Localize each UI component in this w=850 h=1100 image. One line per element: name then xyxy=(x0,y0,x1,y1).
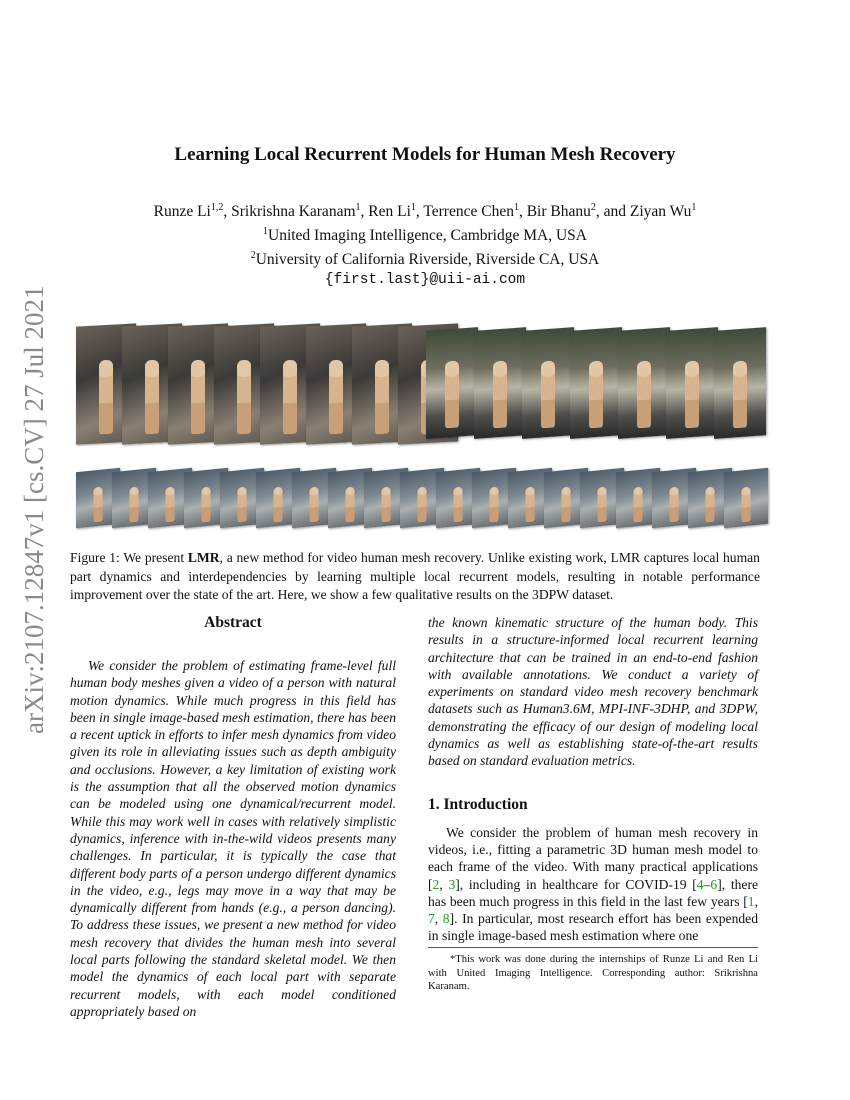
mesh-figure xyxy=(237,360,251,434)
figure-frame xyxy=(426,327,478,439)
footnote-text: *This work was done during the internships of Runze Li and Ren Li with United Imaging Intelligence. Corresponding author: Srikrishna Karanam. xyxy=(428,954,758,992)
mesh-figure xyxy=(310,486,319,522)
mesh-figure xyxy=(346,486,355,522)
affiliation-2: $^2$University of California Riverside, Riverside CA, USA xyxy=(250,250,600,269)
author-affiliation-mark: 2 xyxy=(590,202,596,213)
mesh-figure xyxy=(145,360,159,434)
mesh-figure xyxy=(637,361,651,429)
mesh-figure xyxy=(238,486,247,522)
citation-link[interactable]: 6 xyxy=(710,876,718,892)
left-column xyxy=(70,614,396,1020)
mesh-figure xyxy=(598,486,607,522)
citation-link[interactable]: 1 xyxy=(747,893,755,909)
footnote xyxy=(428,947,758,994)
right-column xyxy=(428,614,758,945)
author-affiliation-mark: 1 xyxy=(410,202,416,213)
figure-strip-bottom xyxy=(76,470,760,526)
mesh-figure xyxy=(375,360,389,434)
citation-link[interactable]: 3 xyxy=(448,876,456,892)
author-name: Bir Bhanu xyxy=(526,203,591,221)
citation-link[interactable]: 2 xyxy=(432,876,440,892)
mesh-figure xyxy=(742,486,751,522)
mesh-figure xyxy=(562,486,571,522)
author-name: Ziyan Wu xyxy=(629,203,692,221)
arxiv-stamp xyxy=(14,280,54,740)
paper-title: Learning Local Recurrent Models for Human Mesh Recovery xyxy=(174,144,676,165)
mesh-figure xyxy=(274,486,283,522)
author-block xyxy=(60,198,790,290)
mesh-figure xyxy=(634,486,643,522)
abstract-text-continued: the known kinematic structure of the human body. This results in a structure-informed local recurrent learning architecture that can be trained in an end-to-end fashion with available annotations. We conduct a variety of experiments on standard video mesh recovery benchmark datasets such as Human3.6M, MPI-INF-3DHP, and 3DPW, demonstrating the efficacy of our design of modeling local dynamics as well as establishing state-of-the-art results based on standard evaluation metrics. xyxy=(428,615,758,769)
mesh-figure xyxy=(283,360,297,434)
mesh-figure xyxy=(418,486,427,522)
author-email: {first.last}@uii-ai.com xyxy=(324,272,526,289)
citation-link[interactable]: 8 xyxy=(442,911,450,927)
mesh-figure xyxy=(685,361,699,429)
author-list: Runze Li$^{1,2}$, Srikrishna Karanam$^1$, Ren Li$^1$, Terrence Chen$^1$, Bir Bhanu$^2$, and Ziyan Wu$^1$ xyxy=(153,202,697,221)
author-name: Srikrishna Karanam xyxy=(231,203,356,221)
introduction-paragraph: We consider the problem of human mesh recovery in videos, i.e., fitting a parametric 3D human mesh model to each frame of the video. With many practical applications [2, 3], including in healthcare for COVID-19 [4–6], there has been much progress in this field in the last few years [1, 7, 8]. In particular, most research effort has been expended in single image-based mesh estimation where one xyxy=(428,824,759,944)
mesh-figure xyxy=(191,360,205,434)
figure-caption: Figure 1: We present LMR, a new method for video human mesh recovery. Unlike existing work, LMR captures local human part dynamics and interdependencies by learning multiple local recurrent models, resulting in notable performance improvement over the state of the art. Here, we show a few qualitative results on the 3DPW dataset. xyxy=(70,550,760,602)
abstract-text: We consider the problem of estimating frame-level full human body meshes given a video of a person with natural motion dynamics. While much progress in this field has been in single image-based mesh estimation, there has been a recent uptick in efforts to infer mesh dynamics from video given its role in alleviating issues such as depth ambiguity and occlusions. However, a key limitation of existing work is the assumption that all the observed motion dynamics can be modeled using one dynamical/recurrent model. While this may work well in cases with relatively simplistic dynamics, inference with in-the-wild videos presents many challenges. In particular, it is typically the case that different body parts of a person undergo different dynamics in the video, e.g., legs may move in a way that may be dynamically different from hands (e.g., a person dancing). To address these issues, we present a new method for video mesh recovery that divides the human mesh into several local parts following the standard skeletal model. We then model the dynamics of each local part with separate recurrent models, with each model conditioned appropriately based on xyxy=(70,658,396,1019)
figure-frame xyxy=(522,327,574,439)
mesh-figure xyxy=(490,486,499,522)
figure-strip-walking xyxy=(76,325,444,443)
affiliation-1: $^1$United Imaging Intelligence, Cambridge MA, USA xyxy=(263,226,587,245)
mesh-figure xyxy=(329,360,343,434)
mesh-figure xyxy=(589,361,603,429)
figure-frame xyxy=(666,327,718,439)
method-name: LMR xyxy=(187,550,220,565)
figure-frame xyxy=(570,327,622,439)
mesh-figure xyxy=(445,361,459,429)
author-name: Ren Li xyxy=(368,203,411,221)
abstract-heading: Abstract xyxy=(204,614,262,631)
figure-frame xyxy=(724,468,768,529)
mesh-figure xyxy=(733,361,747,429)
figure-1 xyxy=(70,315,760,540)
figure-strip-sitting xyxy=(426,329,762,437)
author-affiliation-mark: 1 xyxy=(691,202,697,213)
mesh-figure xyxy=(706,486,715,522)
mesh-figure xyxy=(454,486,463,522)
mesh-figure xyxy=(382,486,391,522)
mesh-figure xyxy=(670,486,679,522)
figure-frame xyxy=(474,327,526,439)
author-affiliation-mark: 1 xyxy=(355,202,361,213)
arxiv-identifier: arXiv:2107.12847v1 [cs.CV] 27 Jul 2021 xyxy=(19,285,49,735)
mesh-figure xyxy=(130,486,139,522)
mesh-figure xyxy=(526,486,535,522)
author-name: Runze Li xyxy=(153,203,211,221)
introduction-heading: 1. Introduction xyxy=(428,795,528,813)
mesh-figure xyxy=(166,486,175,522)
figure-frame xyxy=(714,327,766,439)
author-name: Terrence Chen xyxy=(423,203,514,221)
figure-frame xyxy=(618,327,670,439)
citation-link[interactable]: 7 xyxy=(428,911,435,927)
author-affiliation-mark: 1,2 xyxy=(210,202,224,213)
mesh-figure xyxy=(99,360,113,434)
citation-link[interactable]: 4 xyxy=(696,876,704,892)
mesh-figure xyxy=(493,361,507,429)
mesh-figure xyxy=(94,486,103,522)
author-affiliation-mark: 1 xyxy=(513,202,519,213)
mesh-figure xyxy=(202,486,211,522)
mesh-figure xyxy=(541,361,555,429)
